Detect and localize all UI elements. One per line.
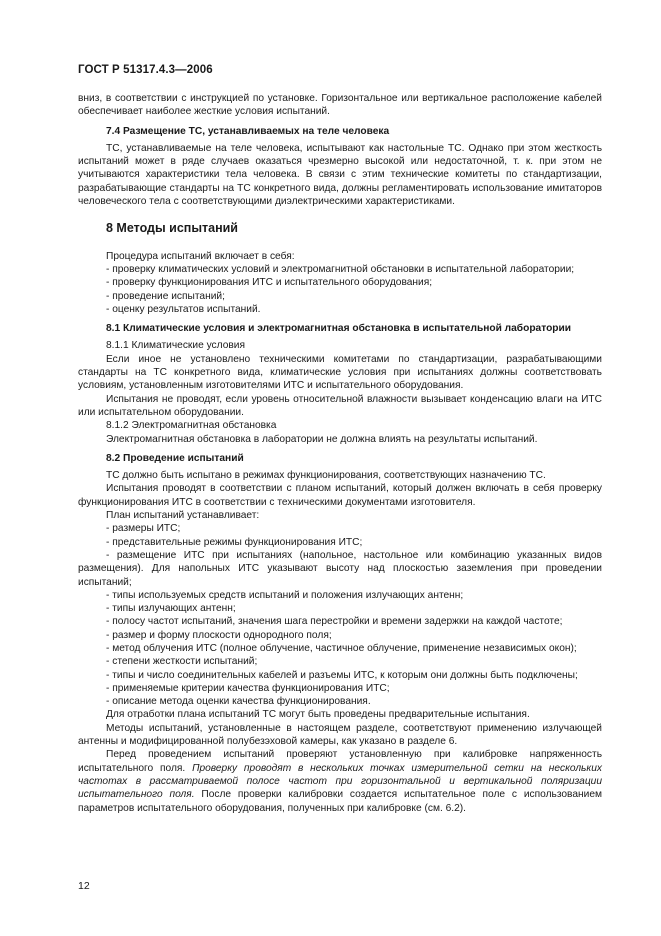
paragraph-part: После проверки калибровки создается испытательное поле с использованием параметров испытательного оборудования, полученных при калибровке (см. 6.2). bbox=[78, 789, 603, 814]
section-8-1-1-heading: 8.1.1 Климатические условия bbox=[106, 340, 245, 352]
italic-text: Проверку проводят в нескольких точках измерительной сетки на нескольких частотах в рассматриваемой полосе частот при горизонтальной и вертикальной поляризации испытательного поля. bbox=[78, 762, 602, 801]
paragraph bbox=[78, 748, 602, 814]
section-7-4-text: ТС, устанавливаемые на теле человека, испытывают как настольные ТС. Однако при этом жесткость испытаний может в ряде случаев оказаться чрезмерно высокой или недостаточной, т. к. при этом не учитываются характеристики тела человека. В связи с этим технические комитеты по стандартизации, разрабатывающие стандарты на ТС конкретного вида, должны регламентировать использование имитаторов человеческого тела с соответствующими диэлектрическими характеристиками. bbox=[78, 142, 602, 208]
list-item: - проведение испытаний; bbox=[106, 290, 225, 302]
paragraph-part: Перед проведением испытаний проверяют установленную при калибровке напряженность испытательного поля. bbox=[78, 749, 602, 774]
list-item: - типы используемых средств испытаний и положения излучающих антенн; bbox=[106, 589, 464, 601]
list-item: - оценку результатов испытаний. bbox=[106, 303, 261, 315]
section-8-lead: Процедура испытаний включает в себя: bbox=[106, 250, 295, 262]
list-item: - полосу частот испытаний, значения шага перестройки и времени задержки на каждой частоте; bbox=[106, 616, 563, 628]
list-item: - степени жесткости испытаний; bbox=[106, 656, 258, 668]
section-7-4-heading: 7.4 Размещение ТС, устанавливаемых на теле человека bbox=[106, 125, 390, 137]
section-8-2-heading: 8.2 Проведение испытаний bbox=[106, 452, 244, 464]
paragraph: Для отработки плана испытаний ТС могут быть проведены предварительные испытания. bbox=[106, 709, 530, 721]
paragraph: Если иное не установлено техническими комитетами по стандартизации, разрабатывающими стандарты на ТС конкретного вида, климатические условия при испытаниях должны соответствовать условиям, установленным изготовителями ИТС и испытательного оборудования. bbox=[78, 353, 602, 392]
list-item: - описание метода оценки качества функционирования. bbox=[106, 696, 371, 708]
paragraph: Испытания не проводят, если уровень относительной влажности вызывает конденсацию влаги на ИТС или испытательном оборудовании. bbox=[78, 393, 602, 418]
list-item: - размер и форму плоскости однородного поля; bbox=[106, 629, 332, 641]
list-item: - проверку климатических условий и электромагнитной обстановки в испытательной лаборатории; bbox=[106, 263, 575, 275]
paragraph: ТС должно быть испытано в режимах функционирования, соответствующих назначению ТС. bbox=[106, 470, 546, 482]
paragraph: Испытания проводят в соответствии с планом испытаний, который должен включать в себя проверку функционирования ИТС в соответствии с техническими документами изготовителя. bbox=[78, 483, 602, 508]
list-item: - типы и число соединительных кабелей и разъемы ИТС, к которым они должны быть подключены; bbox=[106, 669, 578, 681]
list-item: - применяемые критерии качества функционирования ИТС; bbox=[106, 682, 390, 694]
list-item: - размеры ИТС; bbox=[106, 523, 181, 535]
list-item: - представительные режимы функционирования ИТС; bbox=[106, 536, 363, 548]
document-header: ГОСТ Р 51317.4.3—2006 bbox=[78, 64, 213, 76]
section-8-1-heading: 8.1 Климатические условия и электромагнитная обстановка в испытательной лаборатории bbox=[106, 323, 572, 335]
section-8-heading: 8 Методы испытаний bbox=[106, 221, 238, 236]
paragraph: Электромагнитная обстановка в лаборатории не должна влиять на результаты испытаний. bbox=[106, 433, 538, 445]
document-body bbox=[78, 92, 602, 815]
intro-paragraph: вниз, в соответствии с инструкцией по установке. Горизонтальное или вертикальное расположение кабелей обеспечивает наиболее жесткие условия испытаний. bbox=[78, 93, 602, 118]
paragraph: План испытаний устанавливает: bbox=[106, 510, 260, 522]
list-item: - метод облучения ИТС (полное облучение, частичное облучение, применение независимых окон); bbox=[106, 642, 577, 654]
section-8-1-2-heading: 8.1.2 Электромагнитная обстановка bbox=[106, 420, 277, 432]
paragraph: Методы испытаний, установленные в настоящем разделе, соответствуют применению излучающей антенны и модифицированной полубезэховой камеры, как указано в разделе 6. bbox=[78, 722, 602, 748]
list-item: - размещение ИТС при испытаниях (напольное, настольное или комбинацию указанных видов размещения). Для напольных ИТС указывают высоту над плоскостью заземления при проведении испытаний; bbox=[78, 549, 602, 588]
page-number: 12 bbox=[78, 880, 90, 892]
list-item: - типы излучающих антенн; bbox=[106, 603, 236, 615]
list-item: - проверку функционирования ИТС и испытательного оборудования; bbox=[106, 277, 433, 289]
